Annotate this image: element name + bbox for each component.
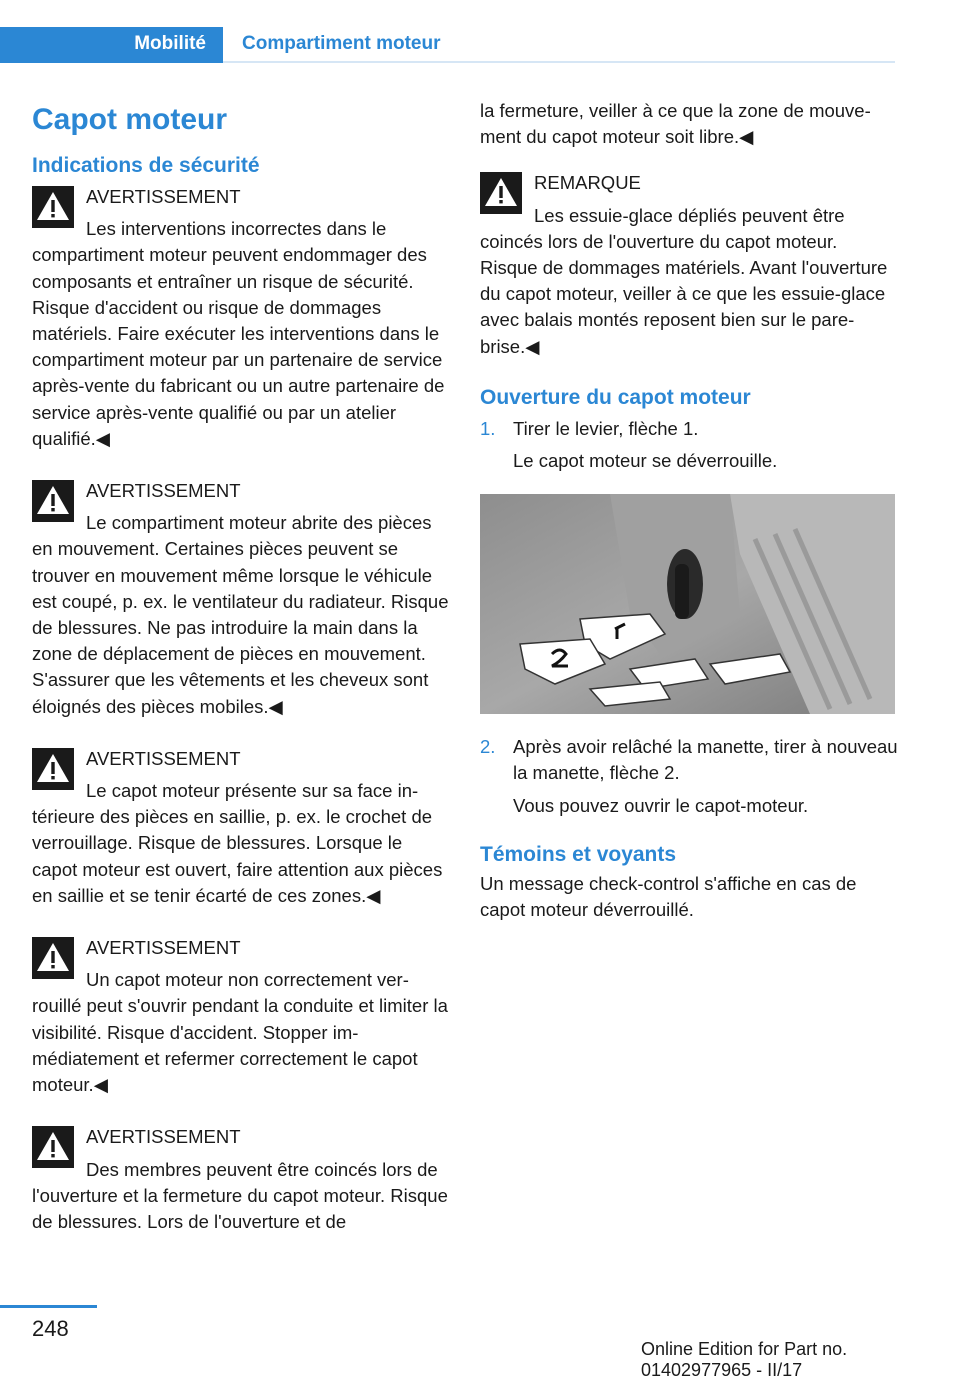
- step-item: [480, 734, 898, 819]
- warning-triangle-icon: [32, 1126, 74, 1168]
- continued-warning-text: la fermeture, veiller à ce que la zone de mouvement du capot moteur soit libre.◀: [480, 100, 871, 148]
- step-result: Vous pouvez ouvrir le capot-moteur.: [513, 794, 809, 816]
- section-heading-indicators: Témoins et voyants: [480, 842, 677, 866]
- warning-text: Les interventions incorrectes dans le compartiment moteur peuvent endommager des composants et entraîner un risque de sécurité. Risque d'accident ou risque de dommages matériels. Faire exécuter les interventions dans le compartiment moteur par un partenaire de service après-vente du fabricant ou un autre partenaire de service après-vente qualifié ou par un atelier qualifié.◀: [32, 218, 445, 449]
- page-header: [0, 27, 895, 63]
- warning-block: [32, 1124, 450, 1235]
- page-number: 248: [32, 1316, 69, 1341]
- footer-rule: [0, 1305, 97, 1308]
- step-result: Le capot moteur se déverrouille.: [513, 450, 778, 472]
- step-item: [480, 416, 898, 474]
- warning-block: [32, 478, 450, 720]
- warning-triangle-icon: [32, 480, 74, 522]
- step-number: 2.: [480, 736, 496, 758]
- section-heading-safety: Indications de sécurité: [32, 154, 260, 177]
- warning-text: Un capot moteur non correctement verrouillé peut s'ouvrir pendant la conduite et limiter la visibilité. Risque d'accident. Stopper immédiatement et refermer correctement le capot moteur.◀: [32, 969, 448, 1096]
- section-heading-opening: Ouverture du capot moteur: [480, 385, 751, 409]
- warning-title: AVERTISSEMENT: [86, 747, 241, 769]
- hood-release-lever-photo: [480, 494, 895, 714]
- indicator-text: Un message check-control s'affiche en cas de capot moteur déverrouillé.: [480, 872, 857, 921]
- warning-text: Le capot moteur présente sur sa face intérieure des pièces en saillie, p. ex. le crochet de verrouillage. Risque de blessures. Lorsque le capot moteur est ouvert, faire attention aux pièces en saillie et se tenir écarté de ces zones.◀: [32, 780, 443, 906]
- right-column: [480, 98, 898, 923]
- warning-triangle-icon: [32, 186, 74, 228]
- note-block: [480, 170, 898, 359]
- tab-mobilite-label: Mobilité: [134, 33, 206, 54]
- warning-triangle-icon: [480, 172, 522, 214]
- warning-title: AVERTISSEMENT: [86, 1126, 241, 1148]
- warning-title: AVERTISSEMENT: [86, 937, 241, 959]
- steps-list: [480, 416, 898, 474]
- tab-compartiment-moteur: Compartiment moteur: [242, 33, 441, 54]
- step-number: 1.: [480, 417, 496, 439]
- warning-block: [32, 746, 450, 909]
- warning-title: AVERTISSEMENT: [86, 480, 241, 502]
- warning-title: AVERTISSEMENT: [86, 186, 241, 207]
- note-title: REMARQUE: [534, 172, 641, 194]
- tab-mobilite: [0, 27, 223, 63]
- note-text: Les essuie-glace dépliés peuvent être coincés lors de l'ouverture du capot moteur. Risque de dommages matériels. Avant l'ouverture du capot moteur, veiller à ce que les essuie-glace avec balais montés reposent bien sur le pare-brise.◀: [480, 204, 888, 357]
- edition-note: Online Edition for Part no. 01402977965 - II/17: [641, 1339, 848, 1380]
- warning-triangle-icon: [32, 937, 74, 979]
- warning-text: Des membres peuvent être coincés lors de l'ouverture et la fermeture du capot moteur. Risque de blessures. Lors de l'ouverture et de: [32, 1158, 448, 1232]
- warning-block: [32, 184, 450, 452]
- left-column: [32, 100, 450, 1261]
- step-text: Tirer le levier, flèche 1.: [513, 417, 699, 439]
- warning-text: Le compartiment moteur abrite des pièces en mouvement. Certaines pièces peuvent se trouver en mouvement même lorsque le véhicule est coupé, p. ex. le ventilateur du radiateur. Risque de blessures. Ne pas introduire la main dans la zone de déplacement de pièces en mouvement. S'assurer que les vêtements et les cheveux sont éloignés des pièces mobiles.◀: [32, 512, 449, 717]
- step-text: Après avoir relâché la manette, tirer à nouveau la manette, flèche 2.: [513, 736, 898, 784]
- page-title: Capot moteur: [32, 103, 227, 136]
- steps-list: [480, 734, 898, 819]
- warning-triangle-icon: [32, 748, 74, 790]
- warning-block: [32, 935, 450, 1098]
